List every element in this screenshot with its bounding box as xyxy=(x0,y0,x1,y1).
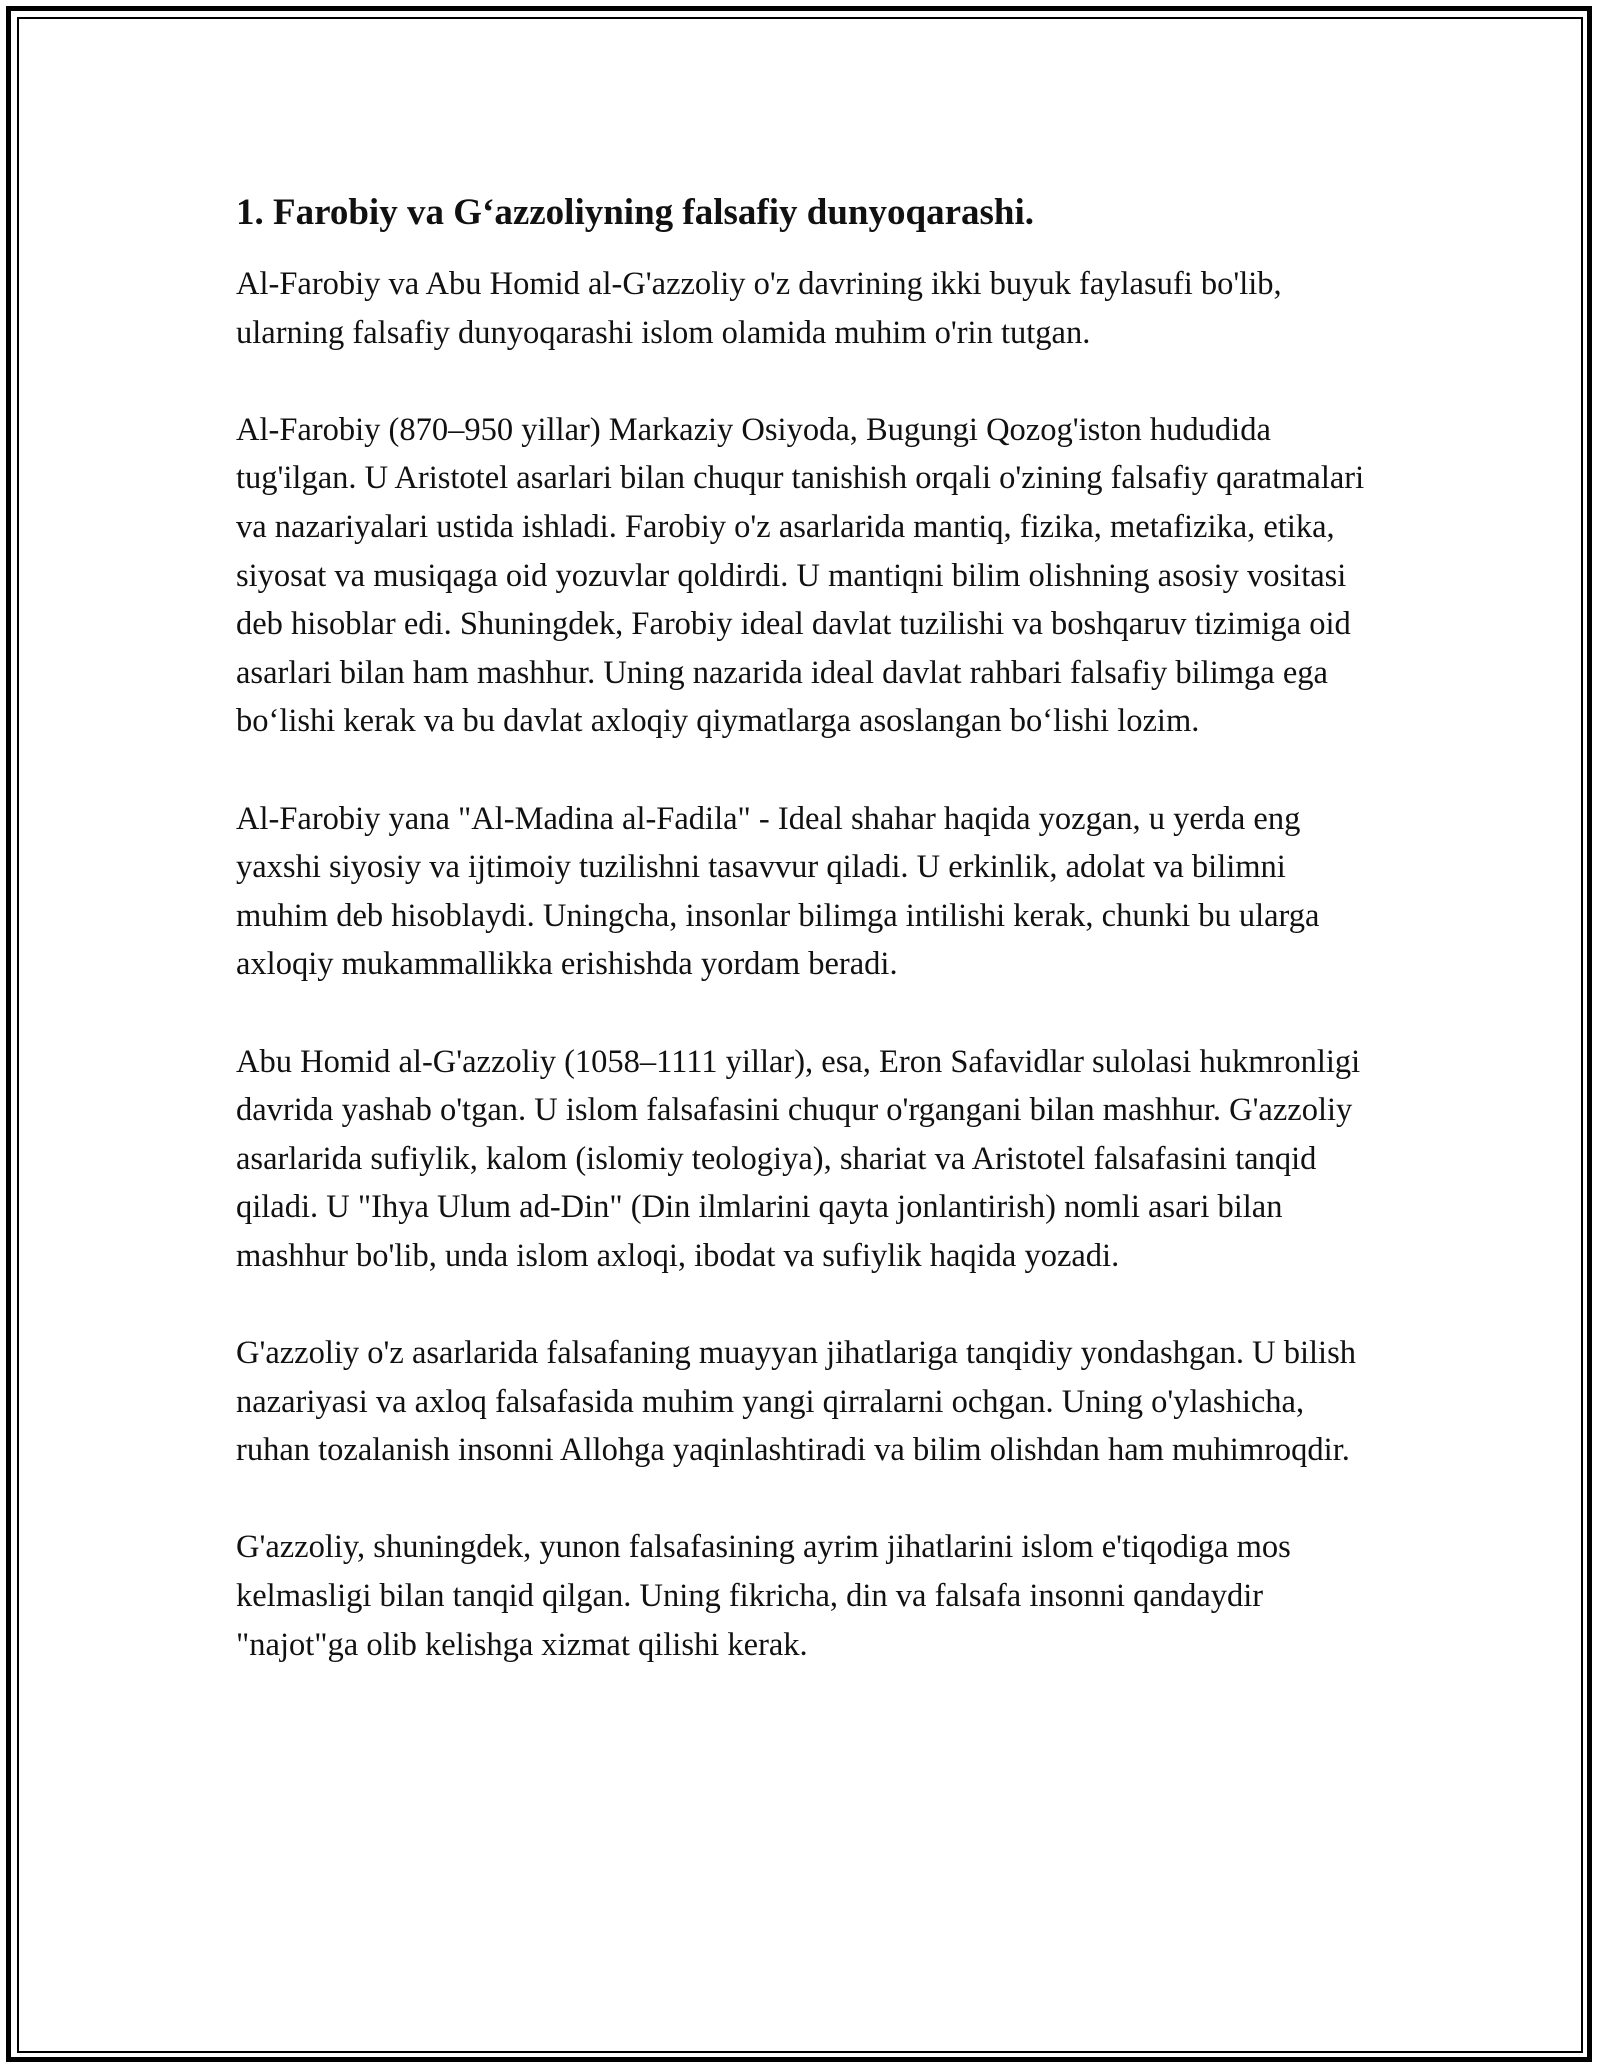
document-body xyxy=(236,188,1386,1669)
paragraph-gazzoliy-critique: G'azzoliy o'z asarlarida falsafaning muayyan jihatlariga tanqidiy yondashgan. U bilish nazariyasi va axloq falsafasida muhim yangi qirralarni ochgan. Uning o'ylashicha, ruhan tozalanish insonni Allohga yaqinlashtiradi va bilim olishdan ham muhimroqdir. xyxy=(236,1335,1356,1469)
paragraph-intro: Al-Farobiy va Abu Homid al-G'azzoliy o'z davrining ikki buyuk faylasufi bo'lib, ularning falsafiy dunyoqarashi islom olamida muhim o'rin tutgan. xyxy=(236,266,1282,351)
document-title: 1. Farobiy va G‘azzoliyning falsafiy dunyoqarashi. xyxy=(236,192,1034,233)
paragraph-gazzoliy-biography: Abu Homid al-G'azzoliy (1058–1111 yillar), esa, Eron Safavidlar sulolasi hukmronligi davrida yashab o'tgan. U islom falsafasini chuqur o'rgangani bilan mashhur. G'azzoliy asarlarida sufiylik, kalom (islomiy teologiya), shariat va Aristotel falsafasini tanqid qiladi. U "Ihya Ulum ad-Din" (Din ilmlarini qayta jonlantirish) nomli asari bilan mashhur bo'lib, unda islom axloqi, ibodat va sufiylik haqida yozadi. xyxy=(236,1043,1361,1274)
paragraph-gazzoliy-greek-philosophy: G'azzoliy, shuningdek, yunon falsafasining ayrim jihatlarini islom e'tiqodiga mos kelmasligi bilan tanqid qilgan. Uning fikricha, din va falsafa insonni qandaydir "najot"ga olib kelishga xizmat qilishi kerak. xyxy=(236,1529,1291,1663)
paragraph-farobiy-ideal-city: Al-Farobiy yana "Al-Madina al-Fadila" - Ideal shahar haqida yozgan, u yerda eng yaxshi siyosiy va ijtimoiy tuzilishni tasavvur qiladi. U erkinlik, adolat va bilimni muhim deb hisoblaydi. Uningcha, insonlar bilimga intilishi kerak, chunki bu ularga axloqiy mukammallikka erishishda yordam beradi. xyxy=(236,800,1320,983)
paragraph-farobiy-biography: Al-Farobiy (870–950 yillar) Markaziy Osiyoda, Bugungi Qozog'iston hududida tug'ilgan. U Aristotel asarlari bilan chuqur tanishish orqali o'zining falsafiy qaratmalari va nazariyalari ustida ishladi. Farobiy o'z asarlarida mantiq, fizika, metafizika, etika, siyosat va musiqaga oid yozuvlar qoldirdi. U mantiqni bilim olishning asosiy vositasi deb hisoblar edi. Shuningdek, Farobiy ideal davlat tuzilishi va boshqaruv tizimiga oid asarlari bilan ham mashhur. Uning nazarida ideal davlat rahbari falsafiy bilimga ega bo‘lishi kerak va bu davlat axloqiy qiymatlarga asoslangan bo‘lishi lozim. xyxy=(236,411,1365,740)
